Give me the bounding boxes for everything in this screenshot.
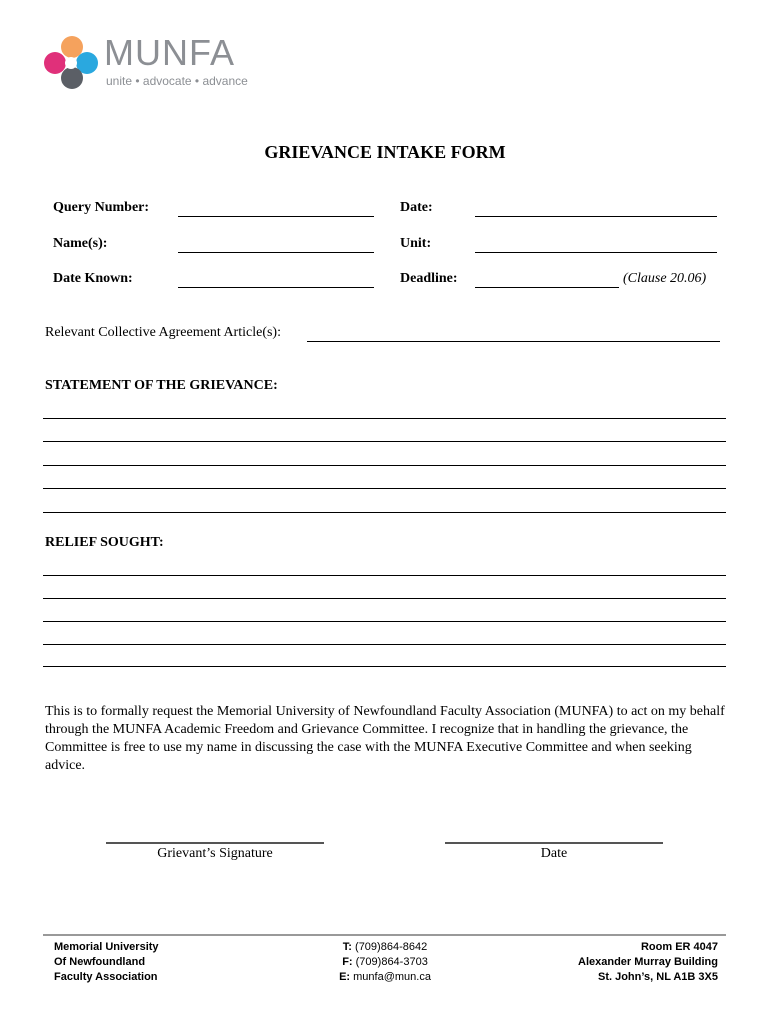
phone-number: (709)864-8642 — [355, 941, 428, 953]
statement-line[interactable] — [43, 441, 726, 442]
email-prefix: E: — [339, 971, 351, 983]
relief-line[interactable] — [43, 666, 726, 667]
date-known-field[interactable] — [178, 287, 374, 288]
signature-line[interactable] — [106, 842, 324, 844]
org-line: Of Newfoundland — [54, 956, 146, 968]
email-address: munfa@mun.ca — [353, 971, 431, 983]
email-line — [320, 970, 450, 985]
date-signature-label: Date — [540, 846, 568, 861]
date-label: Date: — [400, 200, 433, 215]
munfa-logo-icon — [42, 34, 102, 92]
munfa-logo — [42, 34, 252, 92]
phone-line — [320, 940, 450, 955]
query-number-label: Query Number: — [53, 200, 150, 215]
org-line: Memorial University — [54, 941, 159, 953]
statement-heading: STATEMENT OF THE GRIEVANCE: — [45, 378, 278, 393]
form-title: GRIEVANCE INTAKE FORM — [264, 142, 506, 162]
fax-number: (709)864-3703 — [355, 956, 428, 968]
unit-field[interactable] — [475, 252, 717, 253]
footer-divider — [43, 934, 726, 936]
fax-line — [320, 955, 450, 970]
date-known-label: Date Known: — [53, 271, 133, 286]
relief-heading: RELIEF SOUGHT: — [45, 535, 164, 550]
clause-reference: (Clause 20.06) — [623, 271, 707, 286]
org-line: Faculty Association — [54, 971, 158, 983]
signature-label: Grievant’s Signature — [157, 846, 273, 861]
deadline-field[interactable] — [475, 287, 619, 288]
query-number-field[interactable] — [178, 216, 374, 217]
date-signature-line[interactable] — [445, 842, 663, 844]
article-label: Relevant Collective Agreement Article(s): — [45, 325, 281, 340]
footer-organization — [54, 940, 159, 985]
statement-line[interactable] — [43, 418, 726, 419]
unit-label: Unit: — [400, 236, 432, 251]
statement-line[interactable] — [43, 465, 726, 466]
footer-address — [578, 940, 718, 985]
footer-contact — [320, 940, 450, 985]
relief-line[interactable] — [43, 621, 726, 622]
address-line: St. John’s, NL A1B 3X5 — [597, 971, 718, 983]
date-field[interactable] — [475, 216, 717, 217]
phone-prefix: T: — [342, 941, 352, 953]
article-field[interactable] — [307, 341, 720, 342]
brand-tagline: unite • advocate • advance — [106, 74, 248, 88]
names-field[interactable] — [178, 252, 374, 253]
deadline-label: Deadline: — [400, 271, 458, 286]
consent-paragraph: This is to formally request the Memorial University of Newfoundland Faculty Association (MUNFA) to act on my behalf through the MUNFA Academic Freedom and Grievance Committee. I recognize that in handling the grievance, the Committee is free to use my name in discussing the case with the MUNFA Executive Committee and when seeking advice. — [45, 704, 725, 773]
relief-line[interactable] — [43, 575, 726, 576]
brand-name: MUNFA — [104, 32, 235, 73]
names-label: Name(s): — [53, 236, 108, 251]
statement-line[interactable] — [43, 488, 726, 489]
relief-line[interactable] — [43, 644, 726, 645]
relief-line[interactable] — [43, 598, 726, 599]
statement-line[interactable] — [43, 512, 726, 513]
fax-prefix: F: — [342, 956, 353, 968]
address-line: Alexander Murray Building — [578, 956, 718, 968]
address-line: Room ER 4047 — [640, 941, 718, 953]
